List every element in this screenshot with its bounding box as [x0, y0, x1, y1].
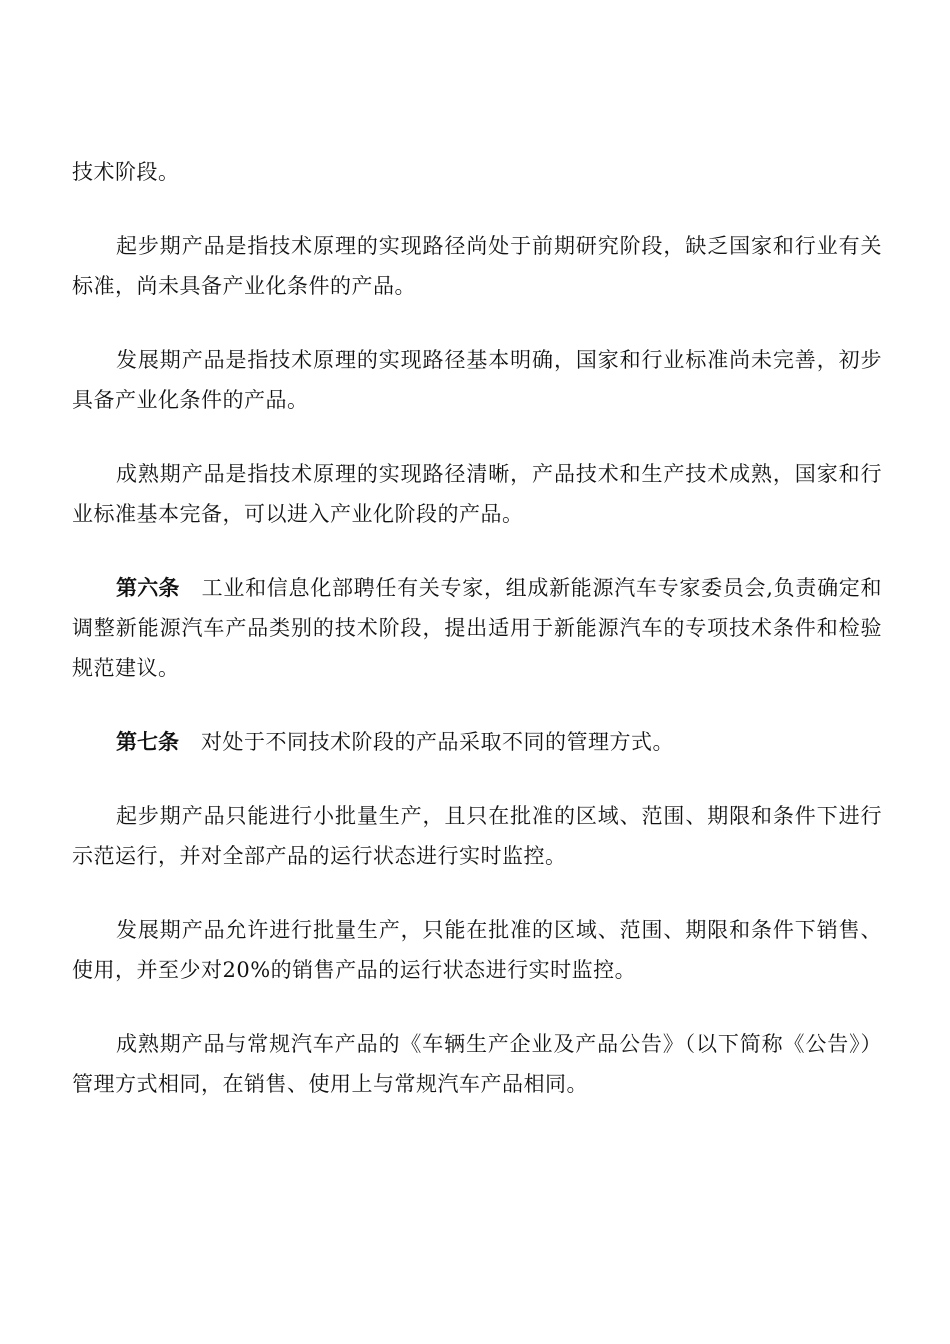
paragraph-text: 起步期产品只能进行小批量生产，且只在批准的区域、范围、期限和条件下进行示范运行，并对全部产品的运行状态进行实时监控。: [72, 804, 882, 868]
paragraph-text: 起步期产品是指技术原理的实现路径尚处于前期研究阶段，缺乏国家和行业有关标准，尚未具备产业化条件的产品。: [72, 234, 882, 298]
paragraph-text: 成熟期产品是指技术原理的实现路径清晰，产品技术和生产技术成熟，国家和行业标准基本完备，可以进入产业化阶段的产品。: [72, 462, 882, 526]
article-six: [72, 568, 882, 688]
paragraph-text: 技术阶段。: [72, 160, 180, 184]
paragraph-text: 发展期产品允许进行批量生产，只能在批准的区域、范围、期限和条件下销售、使用，并至少对20%的销售产品的运行状态进行实时监控。: [72, 918, 882, 982]
article-label: 第七条: [116, 730, 179, 754]
paragraph-development-stage: [72, 340, 882, 420]
paragraph-mature-stage: [72, 454, 882, 534]
article-label: 第六条: [116, 576, 180, 600]
paragraph-startup-stage: [72, 226, 882, 306]
paragraph-mature-management: [72, 1024, 882, 1104]
paragraph-text: 发展期产品是指技术原理的实现路径基本明确，国家和行业标准尚未完善，初步具备产业化条件的产品。: [72, 348, 882, 412]
paragraph-development-management: [72, 910, 882, 990]
paragraph-text: 工业和信息化部聘任有关专家，组成新能源汽车专家委员会,负责确定和调整新能源汽车产品类别的技术阶段，提出适用于新能源汽车的专项技术条件和检验规范建议。: [72, 576, 882, 680]
document-page: [72, 152, 882, 1138]
paragraph-text: 成熟期产品与常规汽车产品的《车辆生产企业及产品公告》（以下简称《公告》）管理方式相同，在销售、使用上与常规汽车产品相同。: [72, 1032, 882, 1096]
article-seven: [72, 722, 882, 762]
paragraph-continuation: [72, 152, 882, 192]
paragraph-text: 对处于不同技术阶段的产品采取不同的管理方式。: [201, 730, 674, 754]
paragraph-startup-management: [72, 796, 882, 876]
